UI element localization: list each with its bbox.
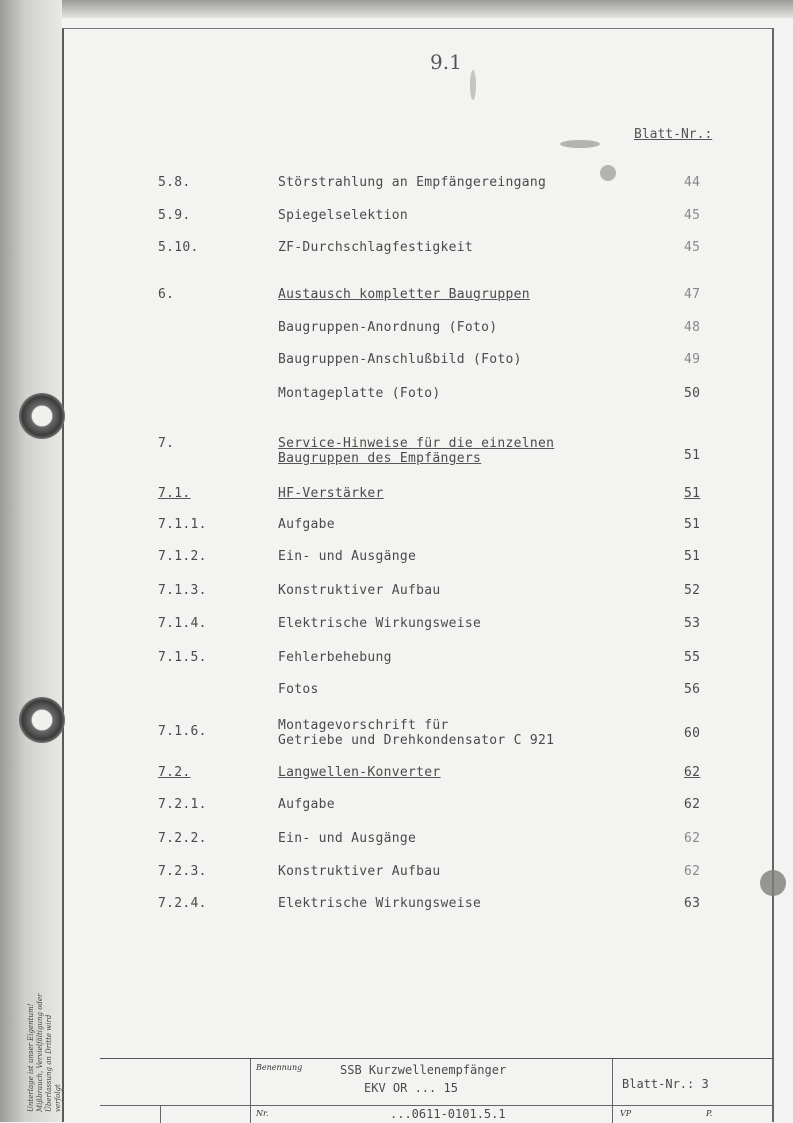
title-block-divider	[612, 1059, 613, 1123]
toc-page: 47	[684, 287, 701, 302]
title-block	[100, 1058, 774, 1123]
toc-number: 5.9.	[158, 208, 191, 223]
toc-title: Baugruppen-Anschlußbild (Foto)	[278, 352, 522, 367]
designation-value-line2: EKV OR ... 15	[364, 1081, 458, 1095]
designation-value: SSB Kurzwellenempfänger	[340, 1063, 507, 1077]
page-stamp: 9.1	[430, 50, 462, 74]
toc-page: 56	[684, 682, 701, 697]
toc-number: 7.2.3.	[158, 864, 207, 879]
toc-number: 7.1.	[158, 486, 191, 501]
toc-number: 7.2.1.	[158, 797, 207, 812]
toc-page: 50	[684, 386, 701, 401]
toc-title: Aufgabe	[278, 797, 335, 812]
toc-title: Störstrahlung an Empfängereingang	[278, 175, 547, 190]
ownership-note: Unterlage ist unser Eigentum! Mißbrauch, Vervielfältigung oder Überlassung an Dritte wird verfolgt	[27, 993, 62, 1112]
toc-title: Spiegelselektion	[278, 208, 409, 223]
punch-hole-icon	[19, 393, 65, 439]
scan-noise	[560, 140, 600, 148]
title-block-divider	[100, 1105, 774, 1106]
toc-page: 62	[684, 797, 701, 812]
title-block-divider	[160, 1105, 161, 1123]
toc-title: ZF-Durchschlagfestigkeit	[278, 240, 474, 255]
scan-left-edge	[0, 0, 62, 1122]
toc-page: 51	[684, 517, 701, 532]
number-label: Nr.	[256, 1109, 269, 1118]
toc-number: 7.1.3.	[158, 583, 207, 598]
designation-label: Benennung	[256, 1063, 303, 1072]
scan-noise	[760, 870, 786, 896]
toc-title: Elektrische Wirkungsweise	[278, 616, 482, 631]
toc-page: 52	[684, 583, 701, 598]
toc-number: 5.8.	[158, 175, 191, 190]
sheet-number-header: Blatt-Nr.:	[634, 127, 713, 142]
toc-title: Aufgabe	[278, 517, 335, 532]
scan-noise	[600, 165, 616, 181]
scan-noise	[470, 70, 476, 100]
toc-page: 44	[684, 175, 701, 190]
toc-number: 7.1.1.	[158, 517, 207, 532]
title-block-divider	[250, 1059, 251, 1123]
toc-page: 62	[684, 831, 701, 846]
toc-title: Austausch kompletter Baugruppen	[278, 287, 530, 302]
toc-page: 62	[684, 765, 701, 780]
toc-title: Langwellen-Konverter	[278, 765, 441, 780]
toc-page: 51	[684, 486, 701, 501]
toc-title: Montageplatte (Foto)	[278, 386, 441, 401]
toc-page: 55	[684, 650, 701, 665]
toc-page: 60	[684, 726, 701, 741]
toc-page: 48	[684, 320, 701, 335]
toc-number: 7.2.4.	[158, 896, 207, 911]
toc-number: 7.1.4.	[158, 616, 207, 631]
toc-title: Fotos	[278, 682, 319, 697]
document-frame	[62, 28, 774, 1122]
toc-title: Fehlerbehebung	[278, 650, 392, 665]
toc-page: 63	[684, 896, 701, 911]
toc-number: 5.10.	[158, 240, 199, 255]
toc-page: 53	[684, 616, 701, 631]
p-label: P.	[706, 1109, 713, 1118]
toc-title: Ein- und Ausgänge	[278, 831, 417, 846]
toc-page: 45	[684, 208, 701, 223]
toc-title: Ein- und Ausgänge	[278, 549, 417, 564]
toc-number: 7.	[158, 436, 175, 451]
toc-page: 49	[684, 352, 701, 367]
toc-number: 7.1.6.	[158, 724, 207, 739]
toc-title: Elektrische Wirkungsweise	[278, 896, 482, 911]
toc-title: Konstruktiver Aufbau	[278, 864, 441, 879]
toc-title: Service-Hinweise für die einzelnen Baugruppen des Empfängers	[278, 436, 555, 466]
toc-page: 62	[684, 864, 701, 879]
toc-page: 51	[684, 448, 701, 463]
toc-title: HF-Verstärker	[278, 486, 384, 501]
toc-number: 7.2.	[158, 765, 191, 780]
toc-number: 7.1.2.	[158, 549, 207, 564]
toc-title: Baugruppen-Anordnung (Foto)	[278, 320, 498, 335]
toc-title: Konstruktiver Aufbau	[278, 583, 441, 598]
number-value: ...0611-0101.5.1	[390, 1107, 506, 1121]
punch-hole-icon	[19, 697, 65, 743]
toc-page: 45	[684, 240, 701, 255]
toc-number: 7.1.5.	[158, 650, 207, 665]
toc-number: 7.2.2.	[158, 831, 207, 846]
sheet-number-value: Blatt-Nr.: 3	[622, 1077, 709, 1091]
scan-top-edge	[0, 0, 793, 18]
toc-page: 51	[684, 549, 701, 564]
toc-title: Montagevorschrift für Getriebe und Drehkondensator C 921	[278, 718, 555, 748]
toc-number: 6.	[158, 287, 175, 302]
vp-label: VP	[620, 1109, 632, 1118]
